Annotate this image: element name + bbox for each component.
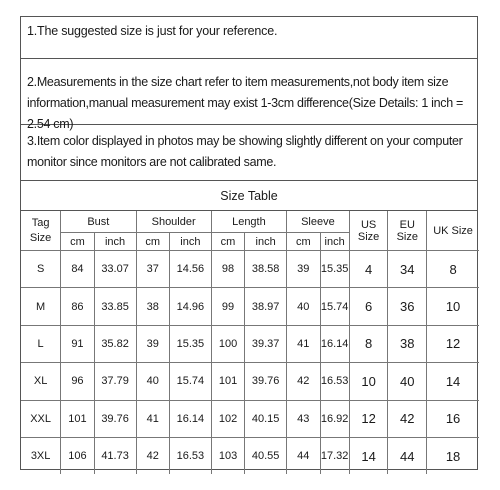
table-cell: 34 bbox=[388, 251, 427, 288]
note-2 bbox=[21, 59, 477, 131]
table-cell: 41.73 bbox=[94, 437, 136, 474]
table-cell: 10 bbox=[349, 363, 388, 400]
table-cell: 39.37 bbox=[245, 325, 287, 362]
table-cell: 40 bbox=[287, 288, 320, 325]
note-3 bbox=[21, 125, 477, 181]
table-cell: 40.55 bbox=[245, 437, 287, 474]
unit-inch: inch bbox=[94, 233, 136, 251]
table-cell: 37 bbox=[136, 251, 169, 288]
table-cell: 16 bbox=[427, 400, 479, 437]
size-chart-sheet bbox=[20, 16, 478, 470]
table-cell: 16.14 bbox=[320, 325, 349, 362]
unit-inch: inch bbox=[245, 233, 287, 251]
size-table bbox=[21, 211, 479, 474]
table-cell: 42 bbox=[136, 437, 169, 474]
table-row bbox=[21, 363, 479, 400]
table-cell: 36 bbox=[388, 288, 427, 325]
table-cell: 40 bbox=[388, 363, 427, 400]
table-row bbox=[21, 325, 479, 362]
table-cell: 8 bbox=[427, 251, 479, 288]
table-cell: 39 bbox=[287, 251, 320, 288]
table-cell: 101 bbox=[211, 363, 244, 400]
table-cell: 16.53 bbox=[169, 437, 211, 474]
table-cell: 18 bbox=[427, 437, 479, 474]
tag-size-cell: XXL bbox=[21, 400, 61, 437]
table-cell: 39.76 bbox=[94, 400, 136, 437]
table-row bbox=[21, 400, 479, 437]
size-table-title: Size Table bbox=[21, 181, 477, 211]
table-cell: 12 bbox=[427, 325, 479, 362]
table-cell: 15.74 bbox=[320, 288, 349, 325]
table-cell: 106 bbox=[61, 437, 94, 474]
us-size-header: US Size bbox=[349, 211, 388, 251]
unit-inch: inch bbox=[169, 233, 211, 251]
table-cell: 102 bbox=[211, 400, 244, 437]
table-cell: 100 bbox=[211, 325, 244, 362]
bust-header: Bust bbox=[61, 211, 136, 233]
table-cell: 15.35 bbox=[169, 325, 211, 362]
table-cell: 40.15 bbox=[245, 400, 287, 437]
table-cell: 35.82 bbox=[94, 325, 136, 362]
table-cell: 39 bbox=[136, 325, 169, 362]
table-cell: 15.74 bbox=[169, 363, 211, 400]
table-cell: 41 bbox=[287, 325, 320, 362]
table-cell: 17.32 bbox=[320, 437, 349, 474]
table-cell: 44 bbox=[388, 437, 427, 474]
table-cell: 101 bbox=[61, 400, 94, 437]
tag-size-header: Tag Size bbox=[21, 211, 61, 251]
note-1-text: 1.The suggested size is just for your reference. bbox=[27, 24, 278, 38]
table-cell: 38.58 bbox=[245, 251, 287, 288]
note-3-text: 3.Item color displayed in photos may be showing slightly different on your computer monitor since monitors are not calibrated same. bbox=[27, 134, 463, 169]
table-cell: 99 bbox=[211, 288, 244, 325]
table-cell: 38.97 bbox=[245, 288, 287, 325]
table-cell: 41 bbox=[136, 400, 169, 437]
unit-inch: inch bbox=[320, 233, 349, 251]
table-cell: 6 bbox=[349, 288, 388, 325]
table-cell: 15.35 bbox=[320, 251, 349, 288]
table-cell: 43 bbox=[287, 400, 320, 437]
table-row bbox=[21, 288, 479, 325]
shoulder-header: Shoulder bbox=[136, 211, 211, 233]
table-cell: 16.14 bbox=[169, 400, 211, 437]
table-cell: 33.07 bbox=[94, 251, 136, 288]
table-cell: 38 bbox=[136, 288, 169, 325]
table-cell: 33.85 bbox=[94, 288, 136, 325]
tag-size-cell: 3XL bbox=[21, 437, 61, 474]
length-header: Length bbox=[211, 211, 286, 233]
table-row bbox=[21, 437, 479, 474]
sleeve-header: Sleeve bbox=[287, 211, 350, 233]
table-cell: 40 bbox=[136, 363, 169, 400]
table-cell: 39.76 bbox=[245, 363, 287, 400]
table-cell: 38 bbox=[388, 325, 427, 362]
tag-size-cell: L bbox=[21, 325, 61, 362]
table-cell: 10 bbox=[427, 288, 479, 325]
table-cell: 16.53 bbox=[320, 363, 349, 400]
table-cell: 14 bbox=[349, 437, 388, 474]
table-row bbox=[21, 251, 479, 288]
table-cell: 16.92 bbox=[320, 400, 349, 437]
tag-size-cell: M bbox=[21, 288, 61, 325]
unit-cm: cm bbox=[136, 233, 169, 251]
table-cell: 103 bbox=[211, 437, 244, 474]
table-cell: 12 bbox=[349, 400, 388, 437]
table-cell: 42 bbox=[388, 400, 427, 437]
table-cell: 4 bbox=[349, 251, 388, 288]
table-cell: 84 bbox=[61, 251, 94, 288]
tag-size-cell: XL bbox=[21, 363, 61, 400]
table-cell: 14.96 bbox=[169, 288, 211, 325]
uk-size-header: UK Size bbox=[427, 211, 479, 251]
note-1 bbox=[21, 17, 477, 59]
table-cell: 98 bbox=[211, 251, 244, 288]
table-cell: 14.56 bbox=[169, 251, 211, 288]
note-2-text: 2.Measurements in the size chart refer to item measurements,not body item size information,manual measurement may exist 1-3cm difference(Size Details: 1 inch = 2.54 cm) bbox=[27, 75, 464, 131]
tag-size-cell: S bbox=[21, 251, 61, 288]
unit-cm: cm bbox=[211, 233, 244, 251]
unit-cm: cm bbox=[287, 233, 320, 251]
eu-size-header: EU Size bbox=[388, 211, 427, 251]
unit-cm: cm bbox=[61, 233, 94, 251]
table-cell: 42 bbox=[287, 363, 320, 400]
table-cell: 37.79 bbox=[94, 363, 136, 400]
table-cell: 8 bbox=[349, 325, 388, 362]
table-cell: 44 bbox=[287, 437, 320, 474]
table-cell: 86 bbox=[61, 288, 94, 325]
table-cell: 91 bbox=[61, 325, 94, 362]
table-cell: 96 bbox=[61, 363, 94, 400]
table-cell: 14 bbox=[427, 363, 479, 400]
header-row-groups bbox=[21, 211, 479, 233]
